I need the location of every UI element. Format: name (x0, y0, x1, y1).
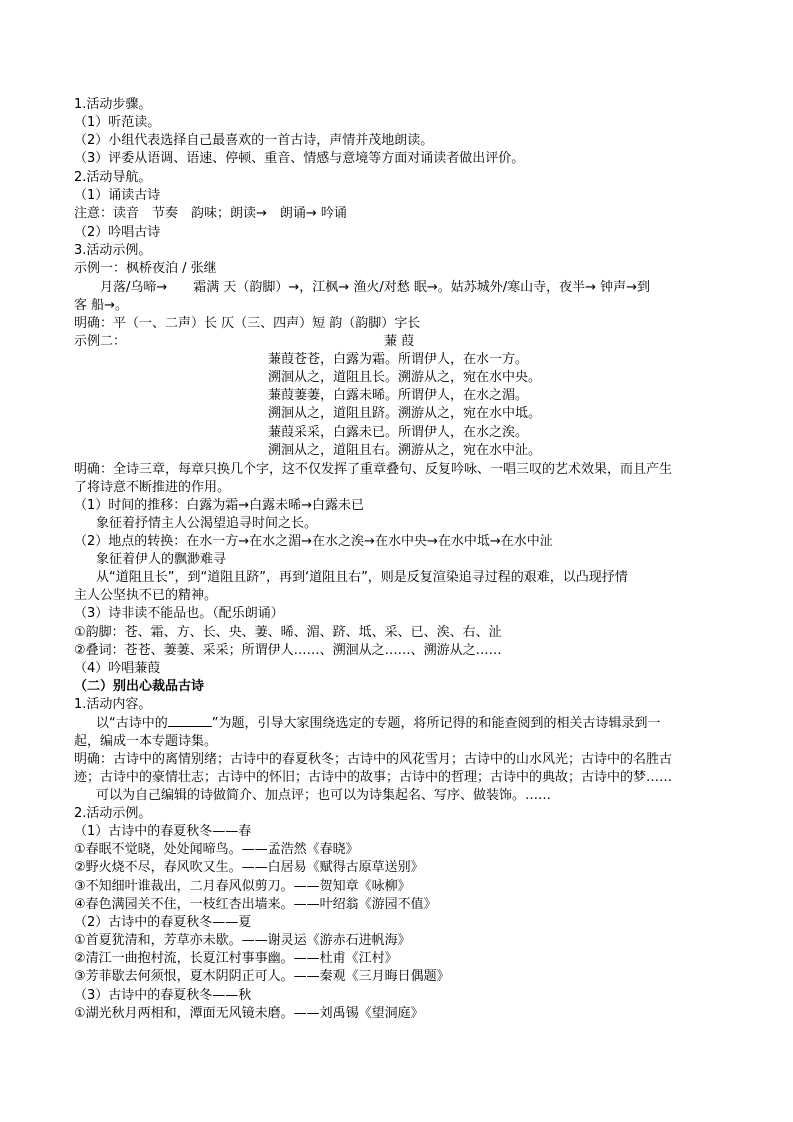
text-line: 月落/乌啼→ 霜满 天（韵脚）→，江枫→ 渔火/对愁 眠→。姑苏城外/寒山寺，夜半→ 钟声→到 (100, 280, 651, 295)
text-line: 明确：全诗三章，每章只换几个字，这不仅发挥了重章叠句、反复吟咏、一唱三叹的艺术效果，而且产生 (74, 462, 673, 477)
text-line: ②清江一曲抱村流，长夏江村事事幽。——杜甫《江村》 (74, 951, 398, 966)
text-line: （3）古诗中的春夏秋冬——秋 (74, 988, 252, 1003)
text-line: 明确：平（一、二声）长 仄（三、四声）短 韵（韵脚）字长 (74, 316, 421, 331)
text-line: 明确：古诗中的离情别绪；古诗中的春夏秋冬；古诗中的风花雪月；古诗中的山水风光；古诗中的名胜古 (74, 752, 673, 767)
text-line: ④春色满园关不住，一枝红杏出墙来。——叶绍翁《游园不值》 (74, 897, 437, 912)
text-line: 了将诗意不断推进的作用。 (74, 480, 231, 495)
text-line: （1）古诗中的春夏秋冬——春 (74, 824, 252, 839)
text-line: （2）古诗中的春夏秋冬——夏 (74, 915, 252, 930)
text-line: 示例一：枫桥夜泊 / 张继 (74, 261, 217, 276)
text-line (96, 714, 661, 732)
poem-line: 溯洄从之，道阻且右。溯游从之，宛在水中沚。 (268, 443, 542, 458)
text-line: 从“道阻且长”，到“道阻且跻”，再到‘道阻且右”，则是反复渲染追寻过程的艰难，以凸现抒情 (96, 570, 628, 585)
text-line: 象征着抒情主人公渴望追寻时间之长。 (96, 516, 318, 531)
text-line: 注意：读音 节奏 韵味；朗读→ 朗诵→ 吟诵 (74, 206, 347, 221)
text-line: 1.活动内容。 (74, 697, 152, 712)
text-line: 2.活动示例。 (74, 806, 152, 821)
fill-in-blank (168, 714, 212, 727)
text-line: ①韵脚：苍、霜、方、长、央、萋、晞、湄、跻、坻、采、已、涘、右、沚 (74, 625, 502, 640)
text-line: 迹；古诗中的豪情壮志；古诗中的怀旧；古诗中的故事；古诗中的哲理；古诗中的典故；古诗中的梦…… (74, 770, 673, 785)
text-line: ③芳菲歇去何须恨，夏木阴阴正可人。——秦观《三月晦日偶题》 (74, 969, 450, 984)
text-line: 2.活动导航。 (74, 170, 152, 185)
text-line: ①首夏犹清和，芳草亦未歇。——谢灵运《游赤石进帆海》 (74, 933, 411, 948)
text-line: （4）吟唱蒹葭 (74, 661, 161, 676)
text-line: ③不知细叶谁裁出，二月春风似剪刀。——贺知章《咏柳》 (74, 879, 411, 894)
poem-line: 蒹葭采采，白露未已。所谓伊人，在水之涘。 (268, 425, 529, 440)
text-line: （2）小组代表选择自己最喜欢的一首古诗，声情并茂地朗读。 (74, 133, 434, 148)
poem-line: 蒹葭萋萋，白露未晞。所谓伊人，在水之湄。 (268, 388, 529, 403)
text-line: ②叠词：苍苍、萋萋、采采；所谓伊人……、溯洄从之……、溯游从之…… (74, 643, 502, 658)
text-line: （2）地点的转换：在水一方→在水之湄→在水之涘→在水中央→在水中坻→在水中沚 (74, 534, 553, 549)
text-fragment: 以“古诗中的 (96, 716, 168, 731)
text-line: （1）听范读。 (74, 115, 161, 130)
text-fragment: ”为题，引导大家围绕选定的专题，将所记得的和能查阅到的相关古诗辑录到一 (211, 716, 661, 731)
text-line: （3）评委从语调、语速、停顿、重音、情感与意境等方面对诵读者做出评价。 (74, 151, 525, 166)
text-line: （3）诗非读不能品也。（配乐朗诵） (74, 606, 284, 621)
text-line: ①湖光秋月两相和，潭面无风镜未磨。——刘禹锡《望洞庭》 (74, 1006, 424, 1021)
poem-line: 溯洄从之，道阻且跻。溯游从之，宛在水中坻。 (268, 406, 542, 421)
text-line: （2）吟唱古诗 (74, 225, 161, 240)
text-line: 示例二： (74, 334, 127, 349)
poem-line: 蒹葭苍苍，白露为霜。所谓伊人，在水一方。 (268, 352, 529, 367)
text-line: ②野火烧不尽，春风吹又生。——白居易《赋得古原草送别》 (74, 860, 424, 875)
text-line: 客 船→。 (74, 298, 129, 313)
text-line: 可以为自己编辑的诗做简介、加点评；也可以为诗集起名、写序、做装饰。…… (96, 788, 552, 803)
text-line: ①春眠不觉晓，处处闻啼鸟。——孟浩然《春晓》 (74, 842, 359, 857)
text-line: 3.活动示例。 (74, 243, 152, 258)
text-line: （1）诵读古诗 (74, 188, 161, 203)
poem-title: 蒹 葭 (384, 334, 415, 349)
text-line: （1）时间的推移：白露为霜→白露未晞→白露未已 (74, 498, 365, 513)
text-line: 象征着伊人的飘渺难寻 (96, 552, 227, 567)
text-line: 起，编成一本专题诗集。 (74, 734, 218, 749)
poem-line: 溯洄从之，道阻且长。溯游从之，宛在水中央。 (268, 370, 542, 385)
section-heading: （二）别出心裁品古诗 (74, 679, 205, 694)
text-line: 1.活动步骤。 (74, 97, 152, 112)
text-line: 主人公坚执不已的精神。 (74, 588, 218, 603)
